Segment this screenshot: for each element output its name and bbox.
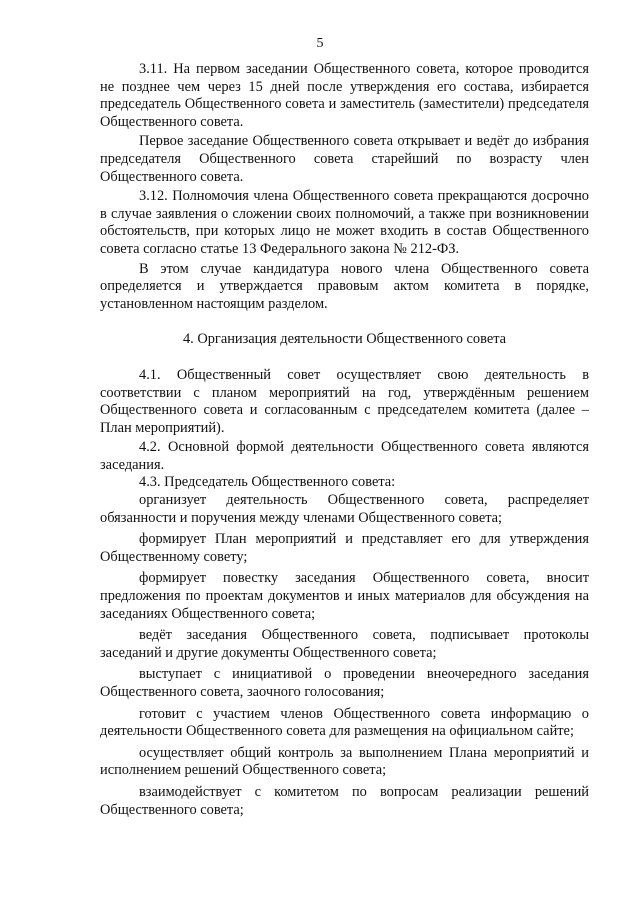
paragraph-3-11: 3.11. На первом заседании Общественного совета, которое проводится не позднее чем через 15 дней после утверждения его состава, избирается председатель Общественного совета и заместитель (заместители) председателя Общественного совета. <box>100 61 589 130</box>
section-heading: 4. Организация деятельности Общественного совета <box>182 331 507 348</box>
document-body <box>100 61 589 819</box>
list-item-general-control: осуществляет общий контроль за выполнением Плана мероприятий и исполнением решений Общественного совета; <box>100 744 589 779</box>
paragraph-4-1: 4.1. Общественный совет осуществляет свою деятельность в соответствии с планом мероприятий на год, утверждённым решением Общественного совета и согласованным с председателем комитета (далее – План мероприятий). <box>100 366 589 436</box>
paragraph-4-2: 4.2. Основной формой деятельности Общественного совета являются заседания. <box>100 439 589 473</box>
list-item-forms-plan: формирует План мероприятий и представляет его для утверждения Общественному совету; <box>100 531 589 565</box>
list-item-conducts-meetings: ведёт заседания Общественного совета, подписывает протоколы заседаний и другие документы Общественного совета; <box>100 627 589 661</box>
list-item-prepares-info: готовит с участием членов Общественного совета информацию о деятельности Общественного совета для размещения на официальном сайте; <box>100 705 589 740</box>
paragraph-4-3: 4.3. Председатель Общественного совета: <box>139 474 396 491</box>
paragraph-3-12: 3.12. Полномочия члена Общественного совета прекращаются досрочно в случае заявления о сложении своих полномочий, а также при возникновении обстоятельств, при которых лицо не может входить в состав Общественного совета согласно статье 13 Федерального закона № 212-ФЗ. <box>100 188 589 257</box>
list-item-initiates-meeting: выступает с инициативой о проведении внеочередного заседания Общественного совета, заочного голосования; <box>100 666 589 700</box>
list-item-interacts: взаимодействует с комитетом по вопросам реализации решений Общественного совета; <box>100 783 589 818</box>
paragraph-new-member: В этом случае кандидатура нового члена Общественного совета определяется и утверждается правовым актом комитета в порядке, установленном настоящим разделом. <box>100 260 589 312</box>
list-item-organizes: организует деятельность Общественного совета, распределяет обязанности и поручения между членами Общественного совета; <box>100 492 589 526</box>
list-item-forms-agenda: формирует повестку заседания Общественного совета, вносит предложения по проектам документов и иных материалов для обсуждения на заседаниях Общественного совета; <box>100 570 589 622</box>
paragraph-first-meeting: Первое заседание Общественного совета открывает и ведёт до избрания председателя Общественного совета старейший по возрасту член Общественного совета. <box>100 133 589 185</box>
page-number: 5 <box>316 36 324 51</box>
